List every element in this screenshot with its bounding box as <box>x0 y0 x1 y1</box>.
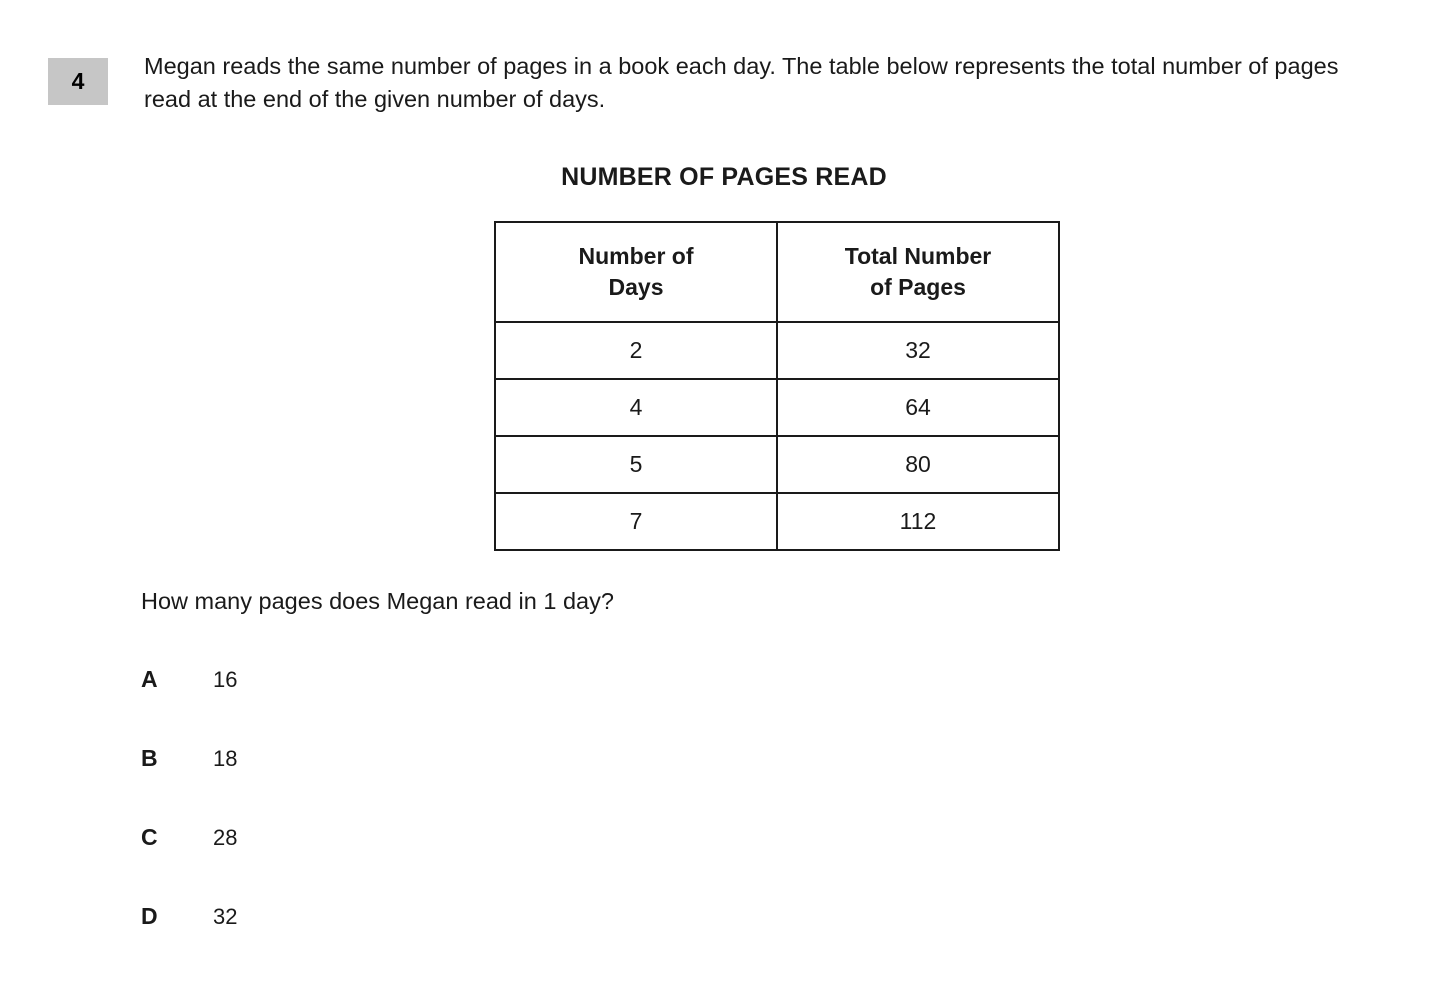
column-header-pages-line2: of Pages <box>870 274 966 300</box>
question-number-badge: 4 <box>48 58 108 105</box>
cell-days: 5 <box>495 436 777 493</box>
choice-value: 28 <box>213 825 238 850</box>
cell-pages: 112 <box>777 493 1059 550</box>
table-row <box>495 493 1059 550</box>
table-header-row <box>495 222 1059 322</box>
column-header-pages-line1: Total Number <box>844 242 992 269</box>
table-row <box>495 436 1059 493</box>
question-stem: Megan reads the same number of pages in a book each day. The table below represents the total number of pages read at the end of the given number of days. <box>144 53 1339 113</box>
answer-choice-a[interactable] <box>141 666 237 693</box>
choice-letter: A <box>141 666 158 692</box>
choice-value: 32 <box>213 904 238 929</box>
column-header-days <box>495 222 777 322</box>
choice-value: 16 <box>213 667 238 692</box>
answer-choice-b[interactable] <box>141 745 237 772</box>
answer-choice-d[interactable] <box>141 903 237 930</box>
column-header-days-line2: Days <box>608 274 664 300</box>
choice-letter: D <box>141 903 158 929</box>
cell-days: 4 <box>495 379 777 436</box>
cell-pages: 64 <box>777 379 1059 436</box>
cell-pages: 80 <box>777 436 1059 493</box>
column-header-days-line1: Number of <box>578 242 694 269</box>
table-row <box>495 322 1059 379</box>
choice-letter: B <box>141 745 158 771</box>
cell-pages: 32 <box>777 322 1059 379</box>
answer-choice-c[interactable] <box>141 824 237 851</box>
question-prompt: How many pages does Megan read in 1 day? <box>141 588 614 614</box>
pages-read-table <box>494 221 1060 551</box>
column-header-pages <box>777 222 1059 322</box>
table-row <box>495 379 1059 436</box>
choice-value: 18 <box>213 746 238 771</box>
cell-days: 2 <box>495 322 777 379</box>
choice-letter: C <box>141 824 158 850</box>
table-title: NUMBER OF PAGES READ <box>561 163 887 191</box>
cell-days: 7 <box>495 493 777 550</box>
